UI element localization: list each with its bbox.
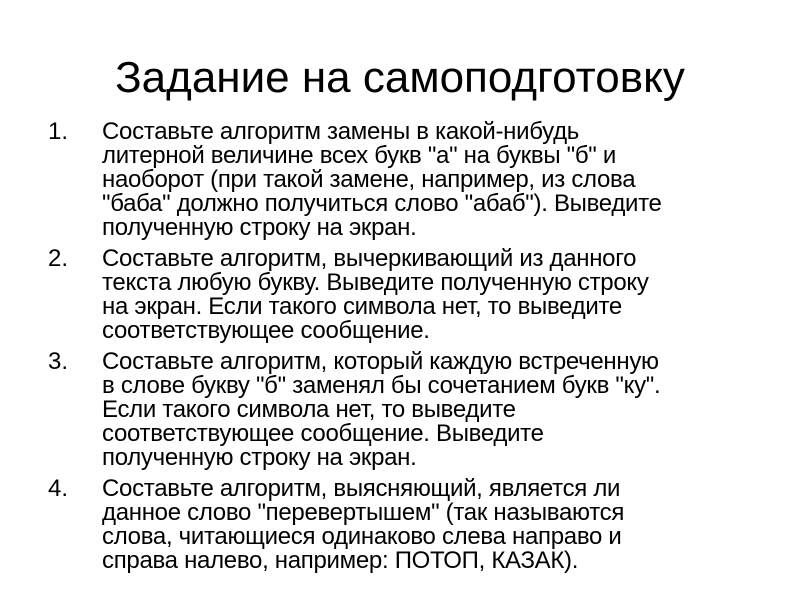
task-number: 1. (48, 118, 69, 145)
task-text-line: Если такого символа нет, то выведите (102, 396, 516, 423)
task-text-line: соответствующее сообщение. (102, 317, 430, 344)
task-item-1 (0, 120, 800, 240)
task-text-line: Составьте алгоритм, выясняющий, является ли (102, 475, 621, 502)
task-text-line: данное слово "перевертышем" (так называются (102, 499, 625, 526)
task-text-line: соответствующее сообщение. Выведите (102, 420, 544, 447)
task-text (102, 247, 770, 343)
task-text-line: литерной величине всех букв "а" на буквы "б" и (102, 142, 617, 169)
task-text (102, 350, 770, 470)
task-number: 3. (48, 348, 69, 375)
task-item-4 (0, 477, 800, 573)
task-item-3 (0, 350, 800, 470)
task-text-line: Составьте алгоритм, вычеркивающий из данного (102, 245, 637, 272)
task-text-line: текста любую букву. Выведите полученную строку (102, 269, 649, 296)
task-number: 4. (48, 475, 69, 502)
task-text-line: слова, читающиеся одинаково слева направо и (102, 523, 622, 550)
task-text (102, 477, 770, 573)
task-text-line: полученную строку на экран. (102, 214, 417, 241)
task-text (102, 120, 770, 240)
task-number: 2. (48, 245, 69, 272)
task-text-line: наоборот (при такой замене, например, из слова (102, 166, 636, 193)
task-text-line: в слове букву "б" заменял бы сочетанием букв "ку". (102, 372, 661, 399)
task-text-line: Составьте алгоритм замены в какой-нибудь (102, 118, 579, 145)
slide-title: Задание на самоподготовку (115, 53, 685, 102)
task-text-line: полученную строку на экран. (102, 444, 417, 471)
task-text-line: Составьте алгоритм, который каждую встреченную (102, 348, 659, 375)
task-item-2 (0, 247, 800, 343)
task-text-line: на экран. Если такого символа нет, то выведите (102, 293, 622, 320)
task-text-line: "баба" должно получиться слово "абаб"). Выведите (102, 190, 662, 217)
task-list (0, 120, 800, 580)
task-text-line: справа налево, например: ПОТОП, КАЗАК). (102, 547, 579, 574)
